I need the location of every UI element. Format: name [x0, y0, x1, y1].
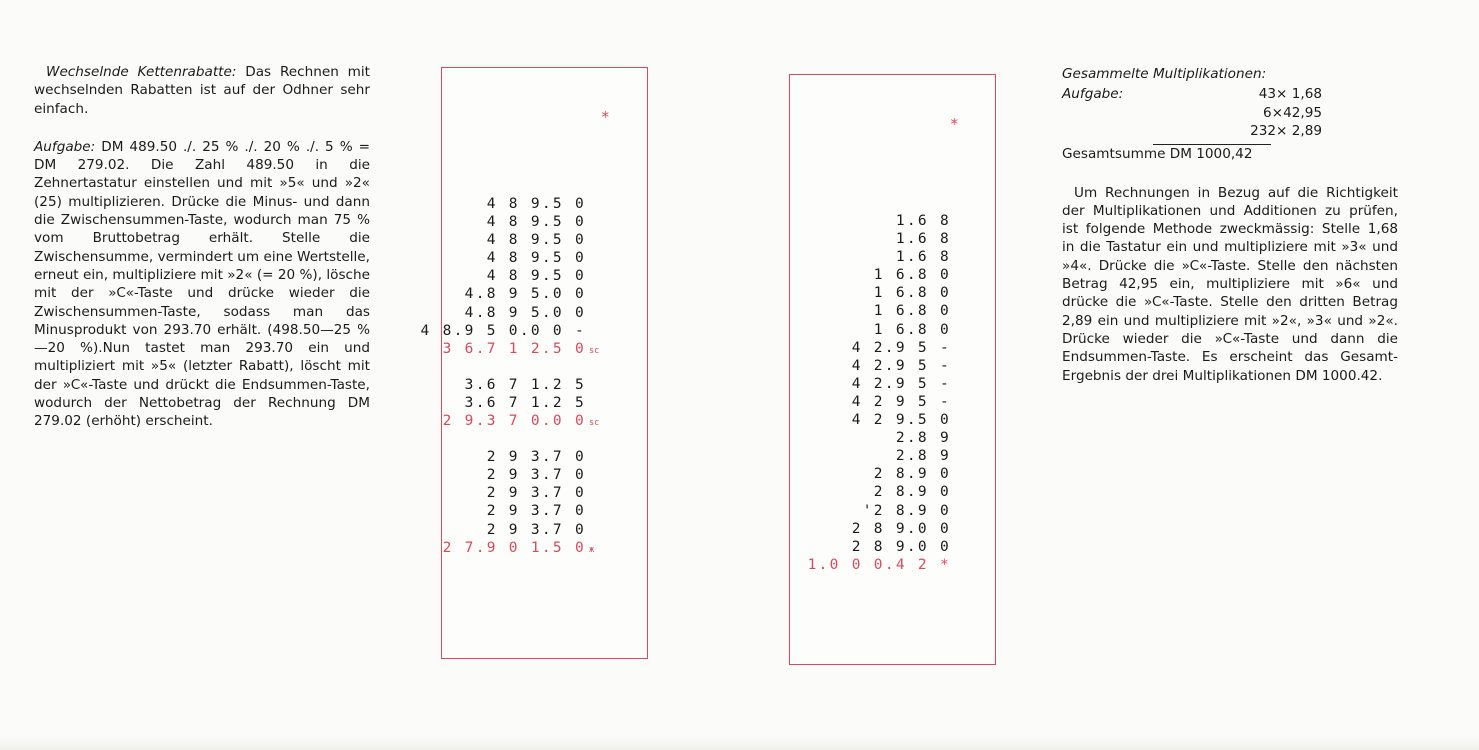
calculator-tape-discounts — [420, 67, 648, 659]
intro-body: Das Rechnen mit wechselnden Rabatten ist auf der Odhner sehr einfach. — [34, 64, 370, 117]
tape-row — [421, 448, 601, 466]
task-line: 6×42,95 — [1263, 104, 1322, 121]
tape-value: 2.8 9 — [895, 448, 951, 465]
tape-value: 1.6 8 — [895, 213, 951, 229]
tape-row — [808, 393, 951, 411]
tape-row — [808, 556, 951, 574]
tape-value: 4 8 9.5 0 — [486, 214, 586, 231]
tape-row — [421, 466, 601, 484]
tape-row — [808, 339, 951, 357]
tape-value: 4 8 9.5 0 — [486, 250, 586, 267]
tape-row — [808, 465, 951, 483]
tape-entries — [808, 212, 951, 574]
section-heading: Gesammelte Multiplikationen: — [1062, 66, 1267, 82]
tape-value: 3.6 7 1.2 5 — [464, 376, 586, 393]
tape-value: 2 8.9 0 — [873, 484, 951, 501]
tape-row — [421, 412, 601, 430]
tape-value: 1 6.8 0 — [873, 267, 951, 284]
tape-row — [808, 502, 951, 520]
tape-row — [808, 357, 951, 375]
intro-paragraph — [34, 63, 370, 118]
tape-row — [808, 429, 951, 447]
intro-heading: Wechselnde Kettenrabatte: — [46, 64, 237, 80]
tape-value: 2 9.3 7 0.0 0 — [442, 413, 586, 430]
tape-value: 2.8 9 — [895, 430, 951, 447]
task-paragraph — [34, 138, 370, 431]
tape-row — [421, 521, 601, 539]
task-lines — [1180, 85, 1322, 140]
tape-value: 2 9 3.7 0 — [486, 449, 586, 466]
tape-row — [421, 213, 601, 231]
tape-value: '2 8.9 0 — [862, 502, 951, 519]
tape-start-symbol: * — [950, 115, 958, 133]
tape-entries — [421, 195, 601, 557]
tape-value: 4 8 9.5 0 — [486, 268, 586, 285]
tape-value: 4 8.9 5 0.0 0 - — [420, 322, 586, 339]
tape-symbol: ж — [589, 544, 595, 555]
tape-value: 4.8 9 5.0 0 — [464, 304, 586, 321]
tape-value: 1 6.8 0 — [873, 321, 951, 338]
tape-row — [421, 340, 601, 358]
tape-value: 1.6 8 — [895, 249, 951, 266]
tape-value: 2 9 3.7 0 — [486, 467, 586, 484]
tape-value: 2 9 3.7 0 — [486, 503, 586, 520]
tape-value: 4 2 9.5 0 — [851, 412, 951, 429]
grand-total: Gesamtsumme DM 1000,42 — [1062, 146, 1253, 163]
tape-row — [421, 484, 601, 502]
tape-row — [808, 248, 951, 266]
tape-value: 1 6.8 0 — [873, 303, 951, 320]
tape-row — [421, 430, 601, 448]
tape-row — [808, 375, 951, 393]
tape-row — [421, 376, 601, 394]
tape-row — [421, 394, 601, 412]
tape-value: 1 6.8 0 — [873, 285, 951, 302]
tape-value: 3 6.7 1 2.5 0 — [442, 340, 586, 357]
calculator-tape-multiplications — [789, 74, 996, 665]
task-block — [1062, 85, 1398, 141]
tape-value: 2 9 3.7 0 — [486, 485, 586, 502]
tape-row — [421, 539, 601, 557]
method-paragraph: Um Rechnungen in Bezug auf die Richtigkeit der Multiplikationen und Additionen zu prüfen, ist folgende Methode zweckmässig: Stelle 1,68 in die Tastatur ein und multipliziere mit »3« und »4«. Drücke die »C«-Taste. Stelle den nächsten Betrag 42,95 ein, multipliziere mit »6« und drücke die »C«-Taste. Stelle den dritten Betrag 2,89 ein und multipliziere mit »2«, »3« und »2«. Drücke wieder die »C«-Taste und dann die Endsummen-Taste. Es erscheint das Gesamt-Ergebnis der drei Multiplikationen DM 1000.42. — [1062, 184, 1398, 384]
collected-multiplications-explanation — [1062, 65, 1398, 385]
task-body: DM 489.50 ./. 25 % ./. 20 % ./. 5 % = DM 279.02. Die Zahl 489.50 in die Zehnertastatur einstellen und mit »5« und »2« (25) multiplizieren. Drücke die Minus- und dann die Zwischensummen-Taste, wodurch man 75 % vom Bruttobetrag erhält. Stelle die Zwischensumme, vermindert um eine Wertstelle, erneut ein, multipliziere mit »2« (= 20 %), lösche mit der »C«-Taste und drücke wieder die Zwischensummen-Taste, sodass man das Minusprodukt von 293.70 erhält. (498.50—25 %—20 %).Nun tastet man 293.70 ein und multipliziert mit »5« (letzter Rabatt), löscht mit der »C«-Taste und drückt die Endsummen-Taste, wodurch der Nettobetrag der Rechnung DM 279.02 (erhöht) erscheint. — [34, 138, 370, 430]
tape-value: 1.0 0 0.4 2 * — [807, 556, 951, 573]
tape-value: 2 9 3.7 0 — [486, 521, 586, 538]
tape-value: 4 8 9.5 0 — [486, 196, 586, 212]
tape-row — [808, 538, 951, 556]
tape-row — [808, 411, 951, 429]
tape-row — [808, 520, 951, 538]
tape-row — [421, 285, 601, 303]
tape-row — [421, 267, 601, 285]
tape-row — [421, 358, 601, 376]
tape-value: 4 2.9 5 - — [851, 357, 951, 374]
tape-row — [421, 249, 601, 267]
tape-value: 2 8 9.0 0 — [851, 520, 951, 537]
task-line: 232× 2,89 — [1250, 122, 1322, 139]
tape-row — [421, 502, 601, 520]
tape-row — [421, 322, 601, 340]
tape-row — [808, 230, 951, 248]
tape-row — [808, 321, 951, 339]
task-heading: Aufgabe: — [34, 138, 96, 155]
tape-row — [421, 231, 601, 249]
tape-value: 4.8 9 5.0 0 — [464, 286, 586, 303]
task-label: Aufgabe: — [1062, 86, 1124, 103]
tape-symbol: sc — [589, 345, 600, 356]
tape-value: 4 2.9 5 - — [851, 339, 951, 356]
tape-row — [808, 212, 951, 230]
tape-symbol: sc — [589, 418, 600, 429]
tape-value: 4 2 9 5 - — [851, 393, 951, 410]
tape-row — [808, 284, 951, 302]
tape-value: 2 8.9 0 — [873, 466, 951, 483]
discount-chain-explanation — [34, 63, 370, 431]
task-line: 43× 1,68 — [1258, 86, 1322, 103]
tape-row — [808, 302, 951, 320]
tape-value: 4 8 9.5 0 — [486, 232, 586, 249]
tape-value: 2 7.9 0 1.5 0 — [442, 539, 586, 556]
tape-row — [808, 447, 951, 465]
tape-value: 4 2.9 5 - — [851, 375, 951, 392]
tape-row — [808, 266, 951, 284]
tape-row — [808, 483, 951, 501]
tape-row — [421, 195, 601, 213]
tape-value: 3.6 7 1.2 5 — [464, 394, 586, 411]
tape-value: 1.6 8 — [895, 231, 951, 248]
tape-start-symbol: * — [601, 108, 609, 126]
page-bottom-shade — [0, 736, 1479, 750]
tape-value: 2 8 9.0 0 — [851, 538, 951, 555]
tape-row — [421, 304, 601, 322]
